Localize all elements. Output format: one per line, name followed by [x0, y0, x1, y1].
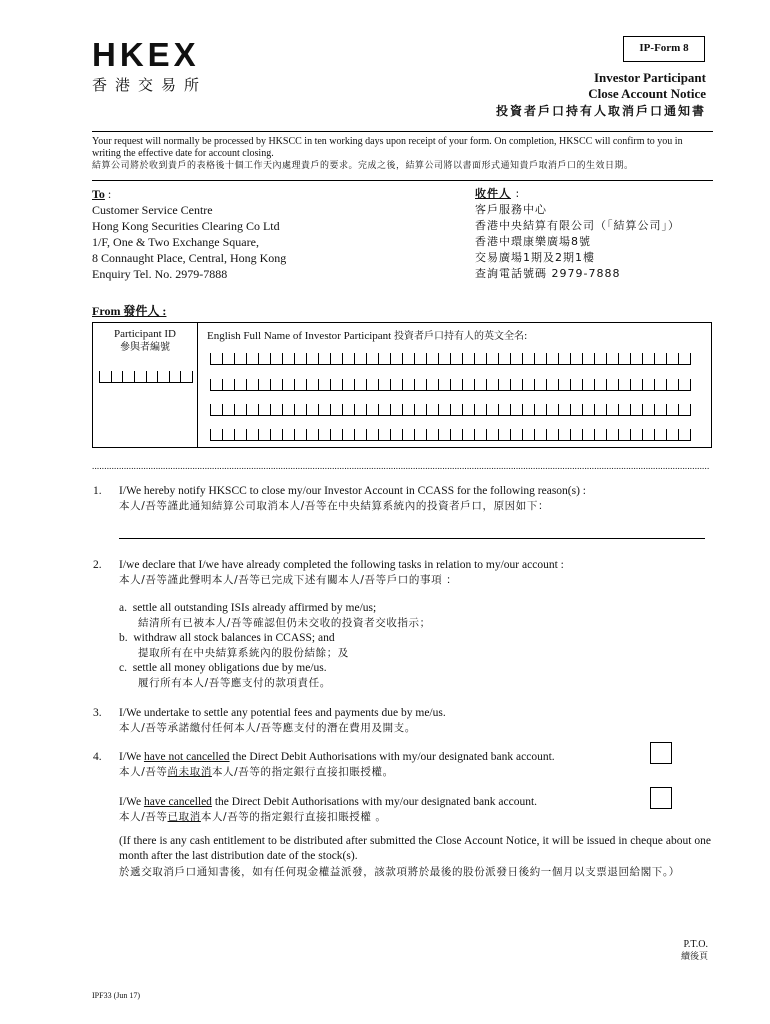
- comb-cell-divider: [318, 379, 319, 391]
- item-3: [93, 706, 709, 736]
- comb-cell-divider: [642, 429, 643, 441]
- comb-cell-divider: [270, 429, 271, 441]
- intro-en: Your request will normally be processed by HKSCC in ten working days upon receipt of your form. On completion, HKSCC will confirm to you in writing the effective date for account closing.: [92, 136, 683, 159]
- comb-cell-divider: [366, 379, 367, 391]
- comb-cell-divider: [558, 379, 559, 391]
- to-colon-cn: :: [511, 187, 521, 200]
- comb-cell-divider: [99, 371, 100, 383]
- from-box: [92, 322, 712, 448]
- comb-cell-divider: [306, 404, 307, 416]
- item-2: [93, 558, 709, 588]
- comb-cell-divider: [354, 353, 355, 365]
- comb-cell-divider: [282, 379, 283, 391]
- comb-cell-divider: [486, 429, 487, 441]
- comb-cell-divider: [270, 404, 271, 416]
- comb-cell-divider: [654, 404, 655, 416]
- comb-cell-divider: [618, 429, 619, 441]
- comb-cell-divider: [282, 404, 283, 416]
- comb-cell-divider: [630, 429, 631, 441]
- logo-wordmark: HKEX: [92, 36, 200, 73]
- item-4b-cn-underlined: 已取消: [167, 811, 201, 823]
- comb-cell-divider: [690, 379, 691, 391]
- english-name-input-line2[interactable]: [210, 379, 690, 391]
- comb-cell-divider: [678, 404, 679, 416]
- comb-cell-divider: [390, 404, 391, 416]
- comb-cell-divider: [582, 404, 583, 416]
- comb-cell-divider: [474, 379, 475, 391]
- comb-cell-divider: [390, 353, 391, 365]
- comb-cell-divider: [678, 429, 679, 441]
- form-code-box: IP-Form 8: [623, 36, 705, 62]
- item-1: [93, 484, 709, 514]
- comb-cell-divider: [192, 371, 193, 383]
- comb-cell-divider: [122, 371, 123, 383]
- item-4-alt: [119, 795, 639, 825]
- participant-id-label-cn: 參與者編號: [120, 342, 170, 353]
- comb-cell-divider: [642, 404, 643, 416]
- comb-cell-divider: [378, 379, 379, 391]
- item-2a-cn: 結清所有已被本人/吾等確認但仍未交收的投資者交收指示；: [138, 617, 431, 629]
- item-2b-cn: 提取所有在中央結算系統內的股份結餘；及: [138, 647, 349, 659]
- comb-cell-divider: [234, 404, 235, 416]
- comb-cell-divider: [282, 429, 283, 441]
- comb-cell-divider: [450, 379, 451, 391]
- item-2-cn: 本人/吾等謹此聲明本人/吾等已完成下述有關本人/吾等戶口的事項 ：: [119, 574, 458, 586]
- dotted-separator: ............................................................................................................................................................................................................................................................: [92, 462, 710, 470]
- comb-cell-divider: [498, 353, 499, 365]
- comb-cell-divider: [666, 404, 667, 416]
- comb-cell-divider: [402, 429, 403, 441]
- comb-cell-divider: [157, 371, 158, 383]
- item-2c-en: settle all money obligations due by me/us.: [132, 662, 327, 674]
- comb-cell-divider: [318, 429, 319, 441]
- form-version-code: IPF33 (Jun 17): [92, 991, 141, 1000]
- header-rule: [92, 131, 713, 132]
- comb-cell-divider: [666, 379, 667, 391]
- item-2a-en: settle all outstanding ISIs already affirmed by me/us;: [132, 602, 377, 614]
- item-4-cn-pre: 本人/吾等: [119, 766, 168, 778]
- comb-cell-divider: [678, 379, 679, 391]
- comb-cell-divider: [618, 353, 619, 365]
- comb-cell-divider: [180, 371, 181, 383]
- comb-cell-divider: [234, 379, 235, 391]
- comb-cell-divider: [522, 429, 523, 441]
- to-line: 1/F, One & Two Exchange Square,: [92, 235, 259, 249]
- comb-cell-divider: [534, 379, 535, 391]
- comb-cell-divider: [222, 429, 223, 441]
- note-cn: 於遞交取消戶口通知書後，如有任何現金權益派發，該款項將於最後的股份派發日後約一個月以支票退回給閣下。）: [119, 866, 680, 878]
- comb-cell-divider: [522, 404, 523, 416]
- item-4-cn-underlined: 尚未取消: [167, 766, 212, 778]
- comb-cell-divider: [210, 404, 211, 416]
- comb-cell-divider: [258, 353, 259, 365]
- intro-text: [92, 136, 712, 172]
- comb-cell-divider: [258, 379, 259, 391]
- comb-cell-divider: [294, 353, 295, 365]
- comb-cell-divider: [330, 379, 331, 391]
- comb-cell-divider: [390, 429, 391, 441]
- comb-cell-divider: [426, 353, 427, 365]
- comb-cell-divider: [210, 429, 211, 441]
- english-name-label: [207, 327, 527, 342]
- intro-cn: 結算公司將於收到貴戶的表格後十個工作天內處理貴戶的要求。完成之後，結算公司將以書面形式通知貴戶取消戶口的生效日期。: [92, 161, 634, 171]
- item-3-en: I/We undertake to settle any potential fees and payments due by me/us.: [119, 707, 446, 719]
- comb-cell-divider: [258, 429, 259, 441]
- comb-cell-divider: [654, 353, 655, 365]
- comb-cell-divider: [534, 353, 535, 365]
- comb-cell-divider: [630, 404, 631, 416]
- comb-cell-divider: [450, 429, 451, 441]
- comb-cell-divider: [390, 379, 391, 391]
- comb-cell-divider: [438, 429, 439, 441]
- item-4b-en-post: the Direct Debit Authorisations with my/our designated bank account.: [211, 796, 538, 808]
- item-4-en-post: the Direct Debit Authorisations with my/our designated bank account.: [229, 751, 555, 763]
- form-title: [496, 70, 706, 119]
- comb-cell-divider: [690, 429, 691, 441]
- comb-cell-divider: [294, 429, 295, 441]
- title-chinese: 投資者戶口持有人取消戶口通知書: [495, 104, 706, 118]
- comb-cell-divider: [282, 353, 283, 365]
- intro-rule: [92, 180, 713, 181]
- item-4b-cn-post: 本人/吾等的指定銀行直接扣賬授權 。: [200, 811, 387, 823]
- comb-cell-divider: [522, 353, 523, 365]
- comb-cell-divider: [474, 429, 475, 441]
- comb-cell-divider: [642, 353, 643, 365]
- comb-cell-divider: [558, 429, 559, 441]
- comb-cell-divider: [606, 379, 607, 391]
- note-en: (If there is any cash entitlement to be distributed after submitted the Close Account Notice, it will be issued in cheque about one month after the last distribution date of the stock(s).: [119, 835, 711, 862]
- comb-cell-divider: [654, 429, 655, 441]
- comb-cell-divider: [246, 404, 247, 416]
- comb-cell-divider: [630, 353, 631, 365]
- comb-cell-divider: [510, 429, 511, 441]
- comb-cell-divider: [306, 429, 307, 441]
- comb-cell-divider: [618, 379, 619, 391]
- pto-cn: 續後頁: [680, 952, 708, 962]
- comb-cell-divider: [594, 429, 595, 441]
- item-1-en: I/We hereby notify HKSCC to close my/our Investor Account in CCASS for the following reason(s) :: [119, 485, 586, 497]
- comb-cell-divider: [414, 353, 415, 365]
- comb-cell-divider: [246, 353, 247, 365]
- comb-cell-divider: [558, 404, 559, 416]
- comb-cell-divider: [606, 404, 607, 416]
- comb-cell-divider: [414, 379, 415, 391]
- comb-cell-divider: [570, 429, 571, 441]
- comb-cell-divider: [342, 404, 343, 416]
- comb-cell-divider: [330, 429, 331, 441]
- comb-cell-divider: [570, 379, 571, 391]
- item-4: [93, 750, 639, 780]
- comb-cell-divider: [210, 353, 211, 365]
- comb-cell-divider: [498, 379, 499, 391]
- comb-cell-divider: [522, 379, 523, 391]
- comb-cell-divider: [438, 379, 439, 391]
- comb-cell-divider: [570, 353, 571, 365]
- sub-item-label: a.: [119, 602, 127, 614]
- comb-cell-divider: [169, 371, 170, 383]
- comb-cell-divider: [354, 404, 355, 416]
- comb-cell-divider: [570, 404, 571, 416]
- comb-cell-divider: [294, 404, 295, 416]
- comb-cell-divider: [366, 353, 367, 365]
- comb-cell-divider: [534, 404, 535, 416]
- to-line: 8 Connaught Place, Central, Hong Kong: [92, 251, 287, 265]
- sub-item-label: b.: [119, 632, 128, 644]
- pto-note: [681, 938, 708, 964]
- item-2b-en: withdraw all stock balances in CCASS; and: [133, 632, 335, 644]
- comb-cell-divider: [486, 379, 487, 391]
- comb-cell-divider: [378, 429, 379, 441]
- english-name-label-cn: 投資者戶口持有人的英文全名:: [393, 331, 528, 342]
- cash-entitlement-note: [119, 834, 711, 880]
- comb-cell-divider: [294, 379, 295, 391]
- comb-cell-divider: [366, 404, 367, 416]
- item-2c: [119, 661, 331, 691]
- item-number: 2.: [93, 559, 102, 571]
- title-line1: Investor Participant: [593, 70, 706, 85]
- item-4-en-underlined: have not cancelled: [143, 751, 230, 763]
- comb-cell-divider: [510, 353, 511, 365]
- comb-cell-divider: [246, 429, 247, 441]
- comb-cell-divider: [546, 379, 547, 391]
- pto-en: P.T.O.: [683, 939, 708, 950]
- english-name-input-line3[interactable]: [210, 404, 690, 416]
- comb-cell-divider: [462, 379, 463, 391]
- comb-cell-divider: [222, 404, 223, 416]
- comb-cell-divider: [426, 404, 427, 416]
- item-3-cn: 本人/吾等承諾繳付任何本人/吾等應支付的潛在費用及開支。: [119, 722, 416, 734]
- comb-cell-divider: [582, 429, 583, 441]
- item-4-cn-post: 本人/吾等的指定銀行直接扣賬授權。: [211, 766, 394, 778]
- comb-cell-divider: [450, 404, 451, 416]
- comb-cell-divider: [450, 353, 451, 365]
- to-colon: :: [104, 187, 112, 201]
- comb-cell-divider: [438, 353, 439, 365]
- from-label: From 發件人 :: [92, 304, 167, 318]
- comb-cell-divider: [666, 353, 667, 365]
- comb-cell-divider: [342, 353, 343, 365]
- to-line-cn: 香港中環康樂廣場8號: [475, 235, 591, 248]
- item-number: 1.: [93, 485, 102, 497]
- item-number: 3.: [93, 707, 102, 719]
- item-1-cn: 本人/吾等謹此通知結算公司取消本人/吾等在中央結算系統內的投資者戶口，原因如下：: [119, 500, 550, 512]
- item-2-en: I/we declare that I/we have already completed the following tasks in relation to my/our account :: [119, 559, 564, 571]
- comb-cell-divider: [426, 379, 427, 391]
- comb-cell-divider: [642, 379, 643, 391]
- comb-cell-divider: [474, 353, 475, 365]
- not-cancelled-checkbox[interactable]: [650, 742, 672, 764]
- english-name-input-line4[interactable]: [210, 429, 690, 441]
- comb-cell-divider: [630, 379, 631, 391]
- to-line-cn: 交易廣場1期及2期1樓: [475, 251, 595, 264]
- comb-cell-divider: [414, 429, 415, 441]
- comb-cell-divider: [402, 353, 403, 365]
- english-name-label-en: English Full Name of Investor Participant: [207, 330, 392, 342]
- comb-cell-divider: [666, 429, 667, 441]
- english-name-input-line1[interactable]: [210, 353, 690, 365]
- comb-cell-divider: [111, 371, 112, 383]
- comb-cell-divider: [354, 379, 355, 391]
- from-box-divider: [197, 323, 198, 447]
- item-4b-en-underlined: have cancelled: [143, 796, 212, 808]
- comb-cell-divider: [690, 404, 691, 416]
- comb-cell-divider: [330, 404, 331, 416]
- comb-cell-divider: [510, 404, 511, 416]
- item-number: 4.: [93, 751, 102, 763]
- comb-cell-divider: [462, 429, 463, 441]
- item-4-en-pre: I/We: [119, 751, 144, 763]
- comb-cell-divider: [606, 353, 607, 365]
- comb-cell-divider: [306, 353, 307, 365]
- to-line: Customer Service Centre: [92, 203, 213, 217]
- comb-cell-divider: [474, 404, 475, 416]
- reason-input-line[interactable]: [119, 538, 705, 539]
- comb-cell-divider: [378, 404, 379, 416]
- sub-item-label: c.: [119, 662, 127, 674]
- comb-cell-divider: [594, 379, 595, 391]
- comb-cell-divider: [146, 371, 147, 383]
- comb-cell-divider: [270, 379, 271, 391]
- to-line: Hong Kong Securities Clearing Co Ltd: [92, 219, 280, 233]
- comb-cell-divider: [546, 429, 547, 441]
- comb-cell-divider: [318, 404, 319, 416]
- to-address-en: [92, 186, 286, 282]
- comb-cell-divider: [462, 404, 463, 416]
- participant-id-label-en: Participant ID: [113, 328, 176, 340]
- comb-cell-divider: [690, 353, 691, 365]
- to-line: Enquiry Tel. No. 2979-7888: [92, 267, 228, 281]
- title-line2: Close Account Notice: [588, 86, 706, 101]
- comb-cell-divider: [134, 371, 135, 383]
- comb-cell-divider: [222, 353, 223, 365]
- comb-cell-divider: [414, 404, 415, 416]
- comb-cell-divider: [534, 429, 535, 441]
- item-2c-cn: 履行所有本人/吾等應支付的款項責任。: [138, 677, 331, 689]
- comb-cell-divider: [462, 353, 463, 365]
- participant-id-label: [93, 327, 197, 355]
- comb-cell-divider: [342, 429, 343, 441]
- item-4b-en-pre: I/We: [119, 796, 144, 808]
- comb-cell-divider: [246, 379, 247, 391]
- comb-cell-divider: [318, 353, 319, 365]
- comb-cell-divider: [618, 404, 619, 416]
- comb-cell-divider: [654, 379, 655, 391]
- to-address-cn: [475, 186, 680, 282]
- item-4b-cn-pre: 本人/吾等: [119, 811, 168, 823]
- item-2b: [119, 631, 349, 661]
- comb-cell-divider: [354, 429, 355, 441]
- comb-cell-divider: [270, 353, 271, 365]
- comb-cell-divider: [558, 353, 559, 365]
- hkex-logo: [92, 38, 212, 98]
- comb-cell-divider: [582, 353, 583, 365]
- to-heading-cn: 收件人: [475, 187, 511, 200]
- to-line-cn: 查詢電話號碼 2979-7888: [475, 267, 621, 280]
- comb-cell-divider: [402, 404, 403, 416]
- comb-cell-divider: [594, 353, 595, 365]
- comb-cell-divider: [498, 429, 499, 441]
- participant-id-input[interactable]: [99, 371, 192, 383]
- comb-cell-divider: [594, 404, 595, 416]
- comb-cell-divider: [510, 379, 511, 391]
- comb-cell-divider: [258, 404, 259, 416]
- comb-cell-divider: [222, 379, 223, 391]
- comb-cell-divider: [486, 404, 487, 416]
- comb-cell-divider: [306, 379, 307, 391]
- comb-cell-divider: [546, 404, 547, 416]
- cancelled-checkbox[interactable]: [650, 787, 672, 809]
- comb-cell-divider: [330, 353, 331, 365]
- item-2a: [119, 601, 431, 631]
- comb-cell-divider: [378, 353, 379, 365]
- comb-cell-divider: [210, 379, 211, 391]
- comb-cell-divider: [678, 353, 679, 365]
- comb-cell-divider: [234, 429, 235, 441]
- comb-cell-divider: [582, 379, 583, 391]
- comb-cell-divider: [402, 379, 403, 391]
- comb-cell-divider: [366, 429, 367, 441]
- logo-chinese: 香港交易所: [92, 76, 208, 94]
- to-heading: To: [92, 187, 105, 201]
- comb-cell-divider: [486, 353, 487, 365]
- comb-cell-divider: [234, 353, 235, 365]
- comb-cell-divider: [546, 353, 547, 365]
- to-line-cn: 香港中央結算有限公司（「結算公司」）: [475, 219, 680, 232]
- comb-cell-divider: [498, 404, 499, 416]
- comb-cell-divider: [342, 379, 343, 391]
- comb-cell-divider: [606, 429, 607, 441]
- comb-cell-divider: [426, 429, 427, 441]
- to-line-cn: 客戶服務中心: [475, 203, 547, 216]
- comb-cell-divider: [438, 404, 439, 416]
